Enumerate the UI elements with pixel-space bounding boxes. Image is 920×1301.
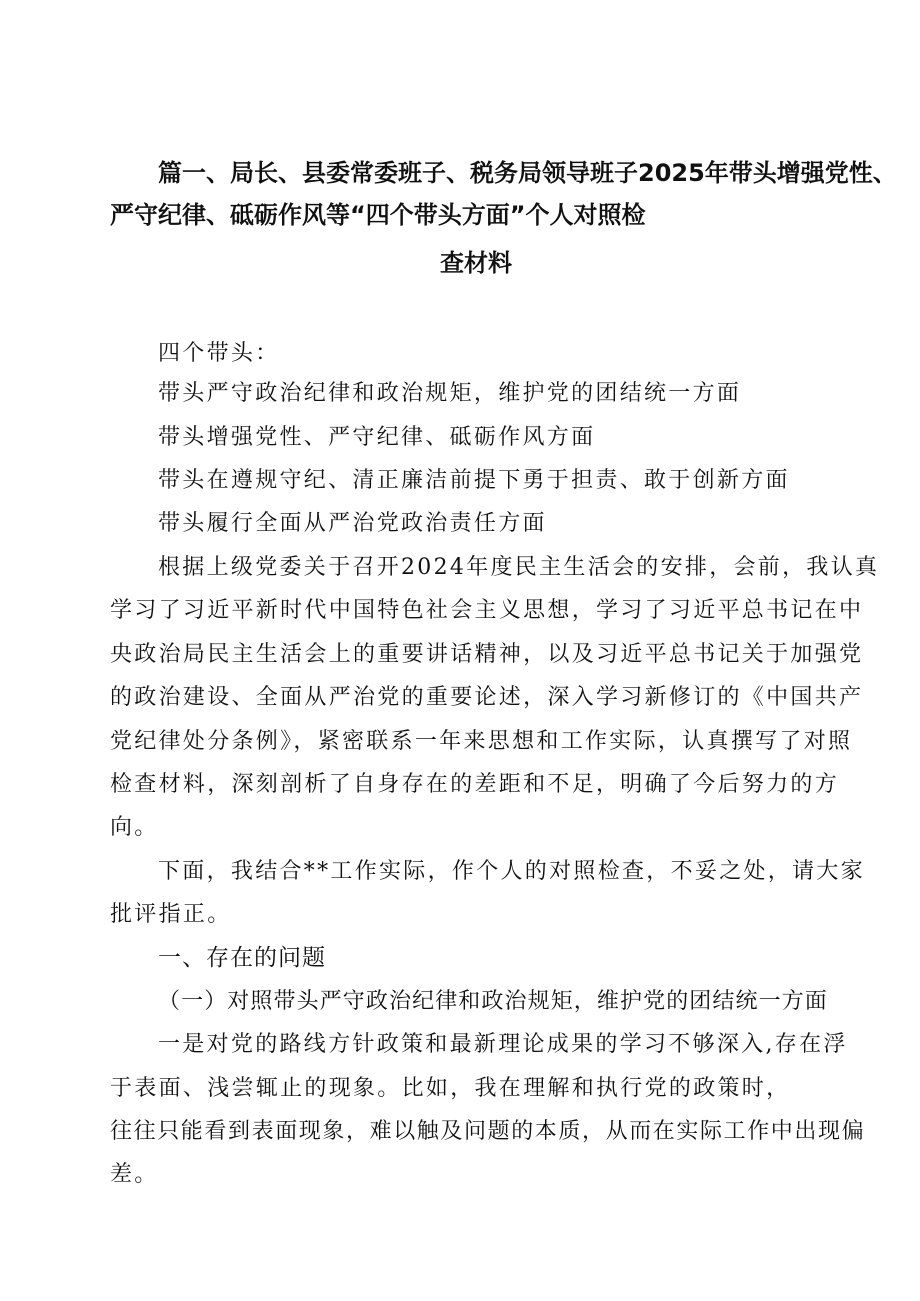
paragraph-1-line-4: 的政治建设、全面从严治党的重要论述，深入学习新修订的《中国共产 <box>110 685 864 710</box>
section-1-heading: 一、存在的问题 <box>158 945 326 971</box>
paragraph-1-line-3: 央政治局民主生活会上的重要讲话精神，以及习近平总书记关于加强党 <box>110 642 864 667</box>
paragraph-1-line-2: 学习了习近平新时代中国特色社会主义思想，学习了习近平总书记在中 <box>110 598 864 623</box>
paragraph-1-line-1: 根据上级党委关于召开2024年度民主生活会的安排，会前，我认真 <box>158 555 880 580</box>
paragraph-3-line-3: 往往只能看到表面现象，难以触及问题的本质，从而在实际工作中出现偏 <box>110 1119 866 1144</box>
paragraph-3-line-1: 一是对党的路线方针政策和最新理论成果的学习不够深入,存在浮 <box>158 1032 848 1057</box>
paragraph-2-line-2: 批评指正。 <box>110 902 232 927</box>
intro-label: 四个带头： <box>158 341 280 366</box>
paragraph-1-line-5: 党纪律处分条例》，紧密联系一年来思想和工作实际，认真撰写了对照 <box>110 729 853 754</box>
paragraph-1-line-7: 向。 <box>110 815 159 840</box>
four-item-4: 带头履行全面从严治党政治责任方面 <box>158 511 547 536</box>
paragraph-3-line-2: 于表面、浅尝辄止的现象。比如，我在理解和执行党的政策时， <box>110 1076 791 1101</box>
document-title-line-1: 篇一、局长、县委常委班子、税务局领导班子2025年带头增强党性、 <box>158 159 897 187</box>
four-item-1: 带头严守政治纪律和政治规矩，维护党的团结统一方面 <box>158 381 742 406</box>
document-title-line-2: 严守纪律、砥砺作风等“四个带头方面”个人对照检 <box>110 201 646 229</box>
paragraph-3-line-4: 差。 <box>110 1162 159 1187</box>
document-title-line-3: 查材料 <box>440 249 512 277</box>
subsection-1-heading: （一）对照带头严守政治纪律和政治规矩，维护党的团结统一方面 <box>158 989 828 1014</box>
four-item-3: 带头在遵规守纪、清正廉洁前提下勇于担责、敢于创新方面 <box>158 468 790 493</box>
four-item-2: 带头增强党性、严守纪律、砥砺作风方面 <box>158 425 596 450</box>
paragraph-1-line-6: 检查材料，深刻剖析了自身存在的差距和不足，明确了今后努力的方 <box>110 772 840 797</box>
paragraph-2-line-1: 下面，我结合**工作实际，作个人的对照检查，不妥之处，请大家 <box>158 859 866 884</box>
